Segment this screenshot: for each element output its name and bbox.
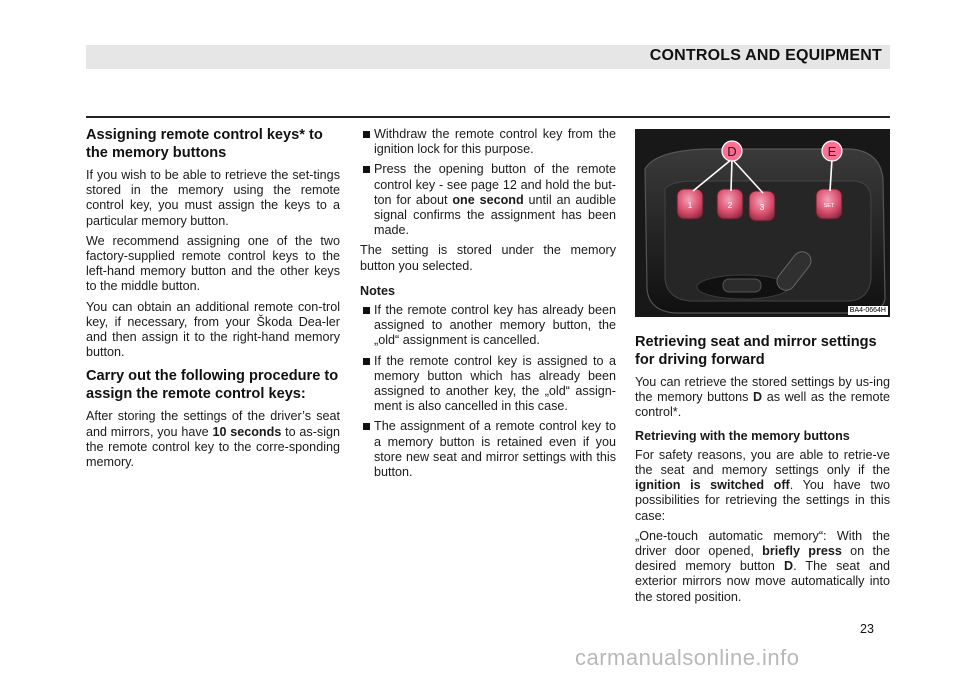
emphasis-text: ignition is switched off [635, 478, 790, 493]
svg-text:D: D [727, 144, 737, 159]
paragraph: The setting is stored under the memory button you selected. [360, 243, 616, 273]
notes-heading: Notes [360, 283, 395, 298]
text-run: After storing the settings of the driver’s seat and mirrors, you have [86, 409, 340, 439]
subheading-memory-buttons: Retrieving with the memory buttons [635, 428, 850, 443]
bullet-item [360, 419, 616, 480]
svg-text:SET: SET [823, 203, 835, 209]
paragraph [635, 448, 890, 524]
watermark: carmanualsonline.info [575, 645, 800, 670]
column-middle [360, 127, 616, 485]
section-header-bar [86, 45, 890, 69]
emphasis-text: briefly press [762, 544, 842, 559]
text-run: . You have two possibilities for retrieving the settings in this case: [635, 478, 890, 523]
text-run: If the remote control key is assigned to a memory button which has already been assigned to another key, the „old“ assign-ment is also cancelled in this case. [374, 353, 616, 414]
svg-text:2: 2 [727, 201, 733, 210]
memory-button-3 [749, 191, 775, 221]
paragraph: We recommend assigning one of the two factory-supplied remote control keys to the left-hand memory button and the other keys to the middle button. [86, 233, 340, 294]
memory-buttons-figure [635, 129, 890, 317]
bullet-item [360, 162, 616, 238]
text-run: . The seat and exterior mirrors now move automatically into the stored position. [635, 559, 890, 604]
emphasis-text: D [753, 390, 763, 405]
paragraph [635, 375, 890, 421]
heading-assigning-keys: Assigning remote control keys* to the memory buttons [86, 127, 323, 161]
bullet-item [360, 303, 616, 349]
text-run: You can retrieve the stored settings by us-ing the memory buttons [635, 375, 890, 405]
heading-retrieving-settings: Retrieving seat and mirror settings for driving forward [635, 334, 877, 368]
svg-text:3: 3 [759, 203, 765, 212]
header-rule [86, 116, 890, 118]
bullet-square-icon [363, 358, 370, 365]
memory-button-1 [677, 189, 703, 219]
paragraph [635, 529, 890, 605]
emphasis-text: one second [452, 192, 524, 207]
emphasis-text: 10 seconds [212, 424, 282, 439]
svg-text:E: E [827, 144, 837, 159]
bullet-item [360, 354, 616, 415]
door-panel-illustration [635, 129, 890, 317]
memory-button-2 [717, 189, 743, 219]
text-run: If the remote control key has already been assigned to another memory button, the „old“ assignment is cancelled. [374, 303, 616, 348]
bullet-square-icon [363, 166, 370, 173]
text-run: as well as the remote control*. [635, 390, 891, 420]
text-run: „One-touch automatic memory“: With the driver door opened, [635, 528, 890, 559]
callout-label-d [722, 141, 742, 161]
section-title: CONTROLS AND EQUIPMENT [649, 47, 882, 64]
bullet-square-icon [363, 131, 370, 138]
paragraph: You can obtain an additional remote con-trol key, if necessary, from your Škoda Dea-ler and then assign it to the right-hand memory button. [86, 299, 340, 360]
paragraph: If you wish to be able to retrieve the set-tings stored in the memory using the remote control key, you must assign the keys to a particular memory button. [86, 168, 340, 228]
column-left [86, 127, 340, 475]
text-run: on the desired memory button [635, 544, 891, 574]
text-run: Press the opening button of the remote control key - see page 12 and hold the but-ton for about [374, 162, 616, 207]
bullet-square-icon [363, 307, 370, 314]
text-run: For safety reasons, you are able to retrie-ve the seat and memory settings only if the [635, 447, 890, 478]
bullet-item [360, 127, 616, 157]
figure-code: BA4-0664H [849, 307, 886, 314]
set-button [816, 189, 842, 219]
callout-label-e [822, 141, 842, 161]
svg-text:1: 1 [687, 201, 693, 210]
text-run: Withdraw the remote control key from the ignition lock for this purpose. [374, 127, 616, 157]
paragraph [86, 409, 340, 470]
column-right [635, 334, 890, 610]
text-run: The assignment of a remote control key to a memory button is retained even if you store new seat and mirror settings with this button. [374, 419, 616, 480]
page-number: 23 [860, 622, 874, 636]
bullet-square-icon [363, 423, 370, 430]
text-run: until an audible signal confirms the assignment has been made. [374, 192, 617, 238]
heading-procedure: Carry out the following procedure to assign the remote control keys: [86, 368, 339, 402]
text-run: to as-sign the remote control key to the corre-sponding memory. [86, 424, 340, 470]
emphasis-text: D [783, 559, 794, 574]
